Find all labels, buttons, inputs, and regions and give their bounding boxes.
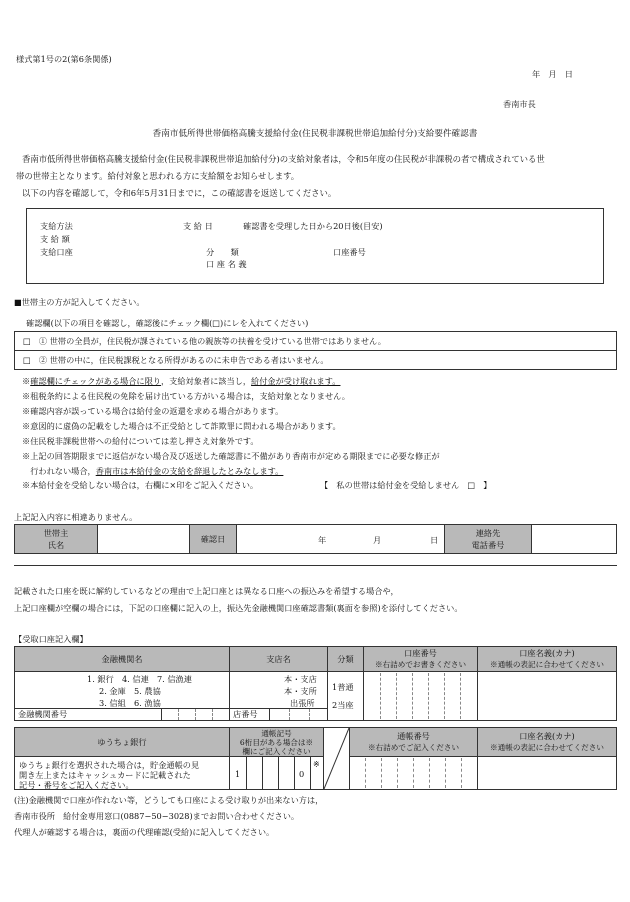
note-text: 確認欄にチェックがある場合に限り: [30, 376, 161, 386]
intro-line-1: 香南市低所得世帯価格高騰支援給付金(住民税非課税世帯追加給付分)の支給対象者は，令和5年度の住民税が非課税の者で構成されている世: [22, 154, 545, 164]
digit-separator: [380, 673, 381, 719]
note-emphasis: 香南市は本給付金の支給を辞退したとみなします。: [95, 466, 284, 476]
account-holder-header: [477, 646, 617, 672]
note-text: ※住民税非課税世帯への給付については差し押さえ対象外です。: [22, 436, 259, 446]
digit-separator: [461, 758, 462, 788]
footer-line-1: (注)金融機関で口座が作れない等，どうしても口座による受け取りが出来ない方は，: [14, 795, 324, 805]
digit-separator: [246, 757, 247, 789]
passbook-code-header: [229, 727, 324, 757]
note-text: ※確認内容が誤っている場合は給付金の返還を求める場合があります。: [22, 406, 284, 416]
passbook-number-header: [349, 727, 478, 757]
account-number-header-text: 口座番号: [404, 648, 437, 658]
category-input[interactable]: [327, 671, 364, 721]
bank-name-header: 金融機関名: [14, 646, 230, 672]
confirm-date-label: 確認日: [189, 524, 237, 554]
payment-amount-label: 支 給 額: [40, 234, 70, 244]
year-label: 年: [318, 535, 327, 545]
passbook-number-header-text: 通帳番号: [397, 731, 430, 741]
diagonal-line: [324, 728, 349, 789]
note-text: ※意図的に虚偽の記載をした場合は不正受給として詐欺罪に問われる場合があります。: [22, 421, 341, 431]
digit-separator: [310, 757, 311, 789]
branch-header: 支店名: [229, 646, 328, 672]
check-item-1[interactable]: □ ① 世帯の全員が，住民税が課されている他の親族等の扶養を受けている世帯ではありません。: [14, 331, 617, 351]
digit-separator: [212, 709, 213, 720]
note-line: [22, 436, 259, 447]
note-line: [22, 421, 341, 432]
yucho-note: [14, 756, 230, 790]
account-form-heading: 【受取口座記入欄】: [14, 634, 88, 644]
digit-separator: [289, 709, 290, 720]
note-text: ※租税条約による住民税の免除を届け出ている方がいる場合は，支給対象となりません。: [22, 391, 350, 401]
footer-line-3: 代理人が確認する場合は，裏面の代理確認(受給)に記入してください。: [14, 827, 275, 837]
page-title: 香南市低所得世帯価格高騰支援給付金(住民税非課税世帯追加給付分)支給要件確認書: [152, 129, 478, 139]
intro-line-3: 以下の内容を確認して，令和6年5月31日までに，この確認書を返送してください。: [22, 188, 337, 198]
account-holder-header-sub: ※通帳の表記に合わせてください: [490, 660, 604, 669]
account-holder-input[interactable]: [477, 671, 617, 721]
check-item-2[interactable]: □ ② 世帯の中に，住民税課税となる所得があるのに未申告である者はいません。: [14, 350, 617, 370]
digit-separator: [278, 757, 279, 789]
digit-separator: [397, 758, 398, 788]
decline-checkbox[interactable]: 【 私の世帯は給付金を受給しません □ 】: [320, 480, 492, 490]
code-star: ※: [313, 759, 320, 769]
payment-account-label: 支給口座: [40, 247, 73, 257]
account-number-header: [363, 646, 478, 672]
branch-code-label: 店番号: [229, 708, 270, 721]
date-field: 年 月 日: [532, 69, 573, 79]
digit-separator: [429, 758, 430, 788]
digit-separator: [195, 709, 196, 720]
digit-separator: [262, 757, 263, 789]
day-label: 日: [430, 535, 439, 545]
digit-separator: [396, 673, 397, 719]
bank-types-row-2: 2. 金庫 5. 農協: [99, 686, 161, 696]
yucho-note-3: 記号・番号をご記入ください。: [19, 780, 134, 790]
yucho-note-1: ゆうちょ銀行を選択された場合は，貯金通帳の見: [19, 760, 200, 770]
account-name-label: 口 座 名 義: [206, 259, 247, 269]
agreement-statement: 上記記入内容に相違ありません。: [14, 512, 138, 522]
branch-code-input[interactable]: [269, 708, 328, 721]
yucho-holder-header-text: 口座名義(カナ): [519, 731, 575, 741]
payment-method-label: 支給方法: [40, 221, 73, 231]
category-label: 分 類: [206, 247, 239, 257]
account-number-header-sub: ※右詰めでお書きください: [374, 660, 467, 669]
confirm-date-input[interactable]: [236, 524, 445, 554]
digit-separator: [309, 709, 310, 720]
note-text: ，支給対象者に該当し，: [160, 376, 252, 386]
branch-types-row-2: 本・支所: [284, 686, 317, 696]
contact-label: [444, 524, 532, 554]
note-text: [22, 376, 251, 386]
digit-separator: [445, 758, 446, 788]
notice-line-1: 記載された口座を既に解約しているなどの理由で上記口座とは異なる口座への振込みを希望する場合や，: [14, 586, 399, 596]
code-first-digit: 1: [235, 769, 241, 779]
householder-label-2: 氏名: [47, 540, 65, 550]
householder-name-label: [14, 524, 98, 554]
issuer: 香南市長: [503, 99, 536, 109]
divider: [14, 565, 617, 566]
contact-label-1: 連絡先: [475, 528, 501, 538]
digit-separator: [460, 673, 461, 719]
yucho-holder-header-sub: ※通帳の表記に合わせてください: [490, 743, 604, 752]
note-text: 行われない場合，: [22, 466, 96, 476]
branch-types-row-1: 本・支店: [284, 674, 317, 684]
account-holder-header-text: 口座名義(カナ): [519, 648, 575, 658]
bank-types-row-1: 1. 銀行 4. 信連 7. 信漁連: [87, 674, 192, 684]
payment-date-label: 支 給 日: [183, 221, 213, 231]
digit-separator: [444, 673, 445, 719]
passbook-code-header-2: 6桁目がある場合は※: [239, 737, 314, 747]
yucho-holder-header: [477, 727, 617, 757]
category-option-1: 1普通: [332, 682, 354, 692]
decline-note: ※本給付金を受給しない場合は，右欄に×印をご記入ください。: [22, 480, 259, 490]
passbook-number-header-sub: ※右詰めでご記入ください: [367, 743, 460, 752]
check-instruction: 確認欄(以下の項目を確認し，確認後にチェック欄(□)にレを入れてください): [26, 318, 309, 328]
passbook-code-header-1: 通帳記号: [261, 728, 292, 738]
note-line: [22, 376, 340, 387]
payment-date-value: 確認書を受理した日から20日後(目安): [243, 221, 383, 231]
householder-label-1: 世帯主: [43, 528, 69, 538]
note-text: ※上記の回答期限までに返信がない場合及び返送した確認書に不備があり香南市が定める期限までに必要な修正が: [22, 451, 440, 461]
yucho-note-2: 開き左上またはキャッシュカードに記載された: [19, 770, 191, 780]
form-number: 様式第1号の2(第6条関係): [16, 54, 112, 64]
note-line: [22, 451, 440, 462]
digit-separator: [294, 757, 295, 789]
yucho-holder-input[interactable]: [477, 756, 617, 790]
digit-separator: [178, 709, 179, 720]
footer-line-2: 香南市役所 給付金専用窓口(0887−50−3028)までお問い合わせください。: [14, 811, 300, 821]
bank-code-label: 金融機関番号: [14, 708, 162, 721]
householder-name-input[interactable]: [97, 524, 190, 554]
note-line: [22, 406, 283, 417]
diagonal-blank: [323, 727, 350, 790]
note-text: ※: [22, 376, 31, 386]
notice-line-2: 上記口座欄が空欄の場合には，下記の口座欄に記入の上，振込先金融機関口座確認書類(裏面を参照)を添付してください。: [14, 603, 463, 613]
note-line: [22, 466, 283, 477]
yucho-header: ゆうちょ銀行: [14, 727, 230, 757]
bank-types-row-3: 3. 信組 6. 漁協: [99, 698, 161, 708]
digit-separator: [365, 758, 366, 788]
householder-heading: ■世帯主の方が記入してください。: [14, 297, 145, 307]
intro-line-2: 帯の世帯主となります。給付対象と思われる方に支給額をお知らせします。: [16, 171, 300, 181]
branch-types-row-3: 出張所: [290, 698, 315, 708]
payment-info-box: [26, 208, 604, 284]
account-number-label: 口座番号: [333, 247, 366, 257]
digit-separator: [412, 673, 413, 719]
code-last-digit: 0: [299, 769, 305, 779]
category-option-2: 2当座: [332, 700, 354, 710]
category-header: 分類: [327, 646, 364, 672]
note-emphasis: 給付金が受け取れます。: [251, 376, 341, 386]
digit-separator: [413, 758, 414, 788]
month-label: 月: [373, 535, 382, 545]
note-line: [22, 391, 350, 402]
digit-separator: [428, 673, 429, 719]
contact-label-2: 電話番号: [471, 540, 505, 550]
passbook-code-header-3: 欄にご記入ください: [242, 746, 311, 756]
digit-separator: [381, 758, 382, 788]
contact-input[interactable]: [531, 524, 617, 554]
